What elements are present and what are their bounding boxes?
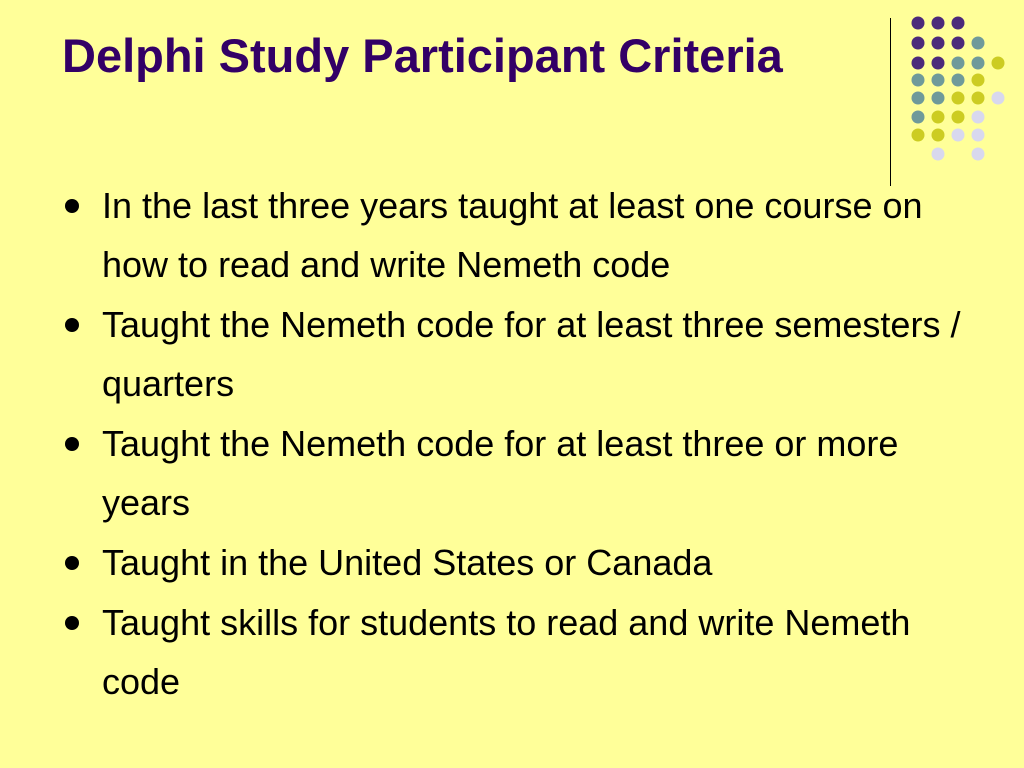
dot xyxy=(912,129,925,142)
dot xyxy=(932,92,945,105)
dot xyxy=(912,57,925,70)
bullet-dot-icon xyxy=(65,199,79,213)
dot xyxy=(972,111,985,124)
bullet-item xyxy=(62,295,982,413)
dot xyxy=(952,57,965,70)
dot xyxy=(912,111,925,124)
bullet-text: Taught in the United States or Canada xyxy=(102,542,713,583)
dot xyxy=(972,74,985,87)
dot xyxy=(932,74,945,87)
dot xyxy=(932,37,945,50)
dot xyxy=(932,148,945,161)
dot xyxy=(952,129,965,142)
dot xyxy=(992,57,1005,70)
dot xyxy=(952,17,965,30)
bullet-item xyxy=(62,414,982,532)
dot xyxy=(912,92,925,105)
dot xyxy=(952,37,965,50)
dot xyxy=(912,74,925,87)
dot xyxy=(952,92,965,105)
dot xyxy=(972,37,985,50)
bullet-dot-icon xyxy=(65,318,79,332)
dot xyxy=(912,17,925,30)
bullet-item xyxy=(62,533,982,592)
bullet-dot-icon xyxy=(65,616,79,630)
dot xyxy=(932,111,945,124)
bullet-item xyxy=(62,176,982,294)
bullet-text: Taught the Nemeth code for at least three semesters / quarters xyxy=(102,304,961,404)
dot xyxy=(992,92,1005,105)
dot xyxy=(912,37,925,50)
bullet-list xyxy=(62,176,982,712)
dot xyxy=(972,148,985,161)
bullet-text: Taught skills for students to read and write Nemeth code xyxy=(102,602,911,702)
dot xyxy=(932,17,945,30)
dot xyxy=(932,57,945,70)
dot xyxy=(952,74,965,87)
dot xyxy=(972,129,985,142)
slide-title: Delphi Study Participant Criteria xyxy=(62,29,783,82)
bullet-text: In the last three years taught at least one course on how to read and write Nemeth code xyxy=(102,185,923,285)
dot xyxy=(932,129,945,142)
bullet-dot-icon xyxy=(65,556,79,570)
dot xyxy=(972,57,985,70)
bullet-dot-icon xyxy=(65,437,79,451)
bullet-item xyxy=(62,593,982,711)
decorative-dot-grid xyxy=(0,0,1024,200)
dot xyxy=(952,111,965,124)
bullet-text: Taught the Nemeth code for at least three or more years xyxy=(102,423,899,523)
dot xyxy=(972,92,985,105)
